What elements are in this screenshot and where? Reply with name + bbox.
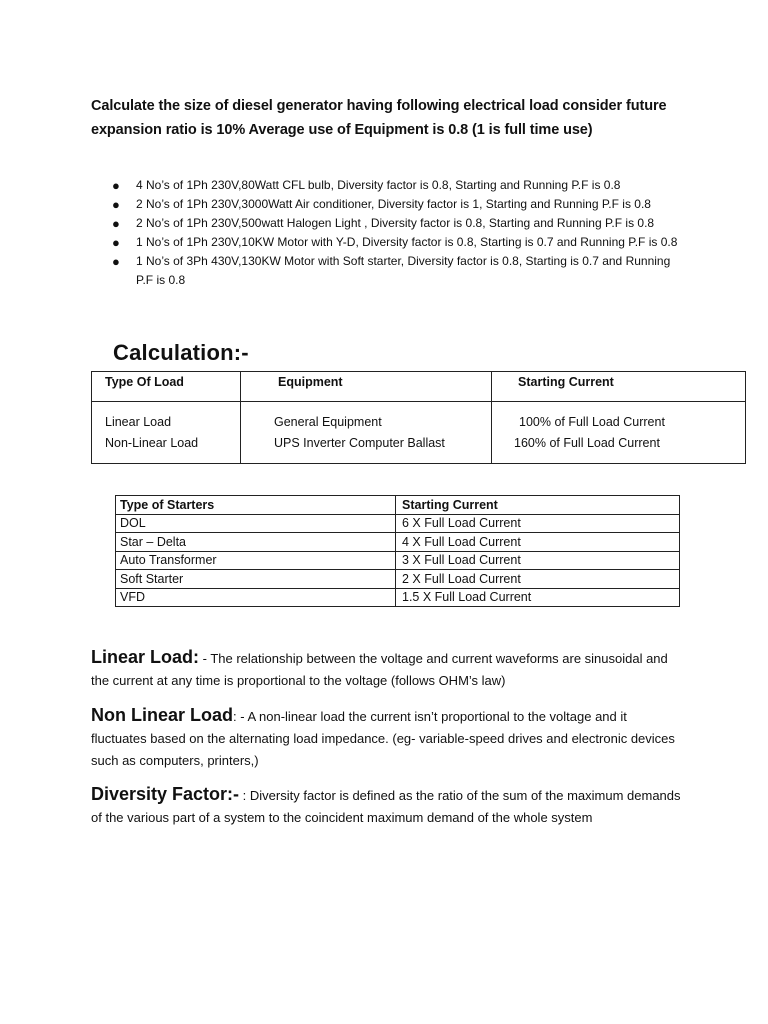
table-cell: Linear Load — [105, 415, 172, 429]
table-cell: Star – Delta — [116, 533, 396, 552]
calculation-title: Calculation:- — [113, 340, 249, 365]
table-cell: 160% of Full Load Current — [514, 436, 660, 450]
definition-term: Non Linear Load — [91, 705, 234, 725]
table-cell: 3 X Full Load Current — [396, 551, 680, 570]
diversity-factor-definition — [91, 783, 681, 829]
list-item: ● 1 No’s of 3Ph 430V,130KW Motor with Soft starter, Diversity factor is 0.8, Starting is 0.7 and Running P.F is 0.8 — [112, 254, 671, 287]
table-cell: DOL — [116, 514, 396, 533]
table-row — [116, 533, 680, 552]
starters-table — [115, 495, 680, 607]
table-cell: Soft Starter — [116, 570, 396, 589]
bullet-icon: ● — [112, 178, 120, 193]
definition-term: Linear Load: — [91, 647, 200, 667]
table-cell: General Equipment — [274, 415, 382, 429]
column-header: Type of Starters — [116, 496, 396, 515]
definition-text: - The relationship between the voltage and current waveforms are sinusoidal and the current at any time is proportional to the voltage (follows OHM’s law) — [91, 651, 668, 688]
table-row — [116, 514, 680, 533]
column-header: Starting Current — [518, 375, 614, 389]
column-divider — [240, 372, 241, 463]
bullet-icon: ● — [112, 235, 120, 250]
list-item: ● 2 No’s of 1Ph 230V,500watt Halogen Light , Diversity factor is 0.8, Starting and Running P.F is 0.8 — [112, 216, 655, 231]
table-cell: 6 X Full Load Current — [396, 514, 680, 533]
load-list — [108, 176, 688, 290]
table-header-row — [92, 372, 745, 402]
column-header: Starting Current — [396, 496, 680, 515]
table-cell: UPS Inverter Computer Ballast — [274, 436, 445, 450]
column-divider — [491, 372, 492, 463]
column-header: Type Of Load — [105, 375, 184, 389]
column-header: Equipment — [278, 375, 343, 389]
table-row — [116, 588, 680, 607]
linear-load-definition — [91, 646, 681, 692]
list-item: ● 4 No’s of 1Ph 230V,80Watt CFL bulb, Diversity factor is 0.8, Starting and Running P.F is 0.8 — [112, 178, 621, 193]
table-cell: Auto Transformer — [116, 551, 396, 570]
table-cell: 4 X Full Load Current — [396, 533, 680, 552]
nonlinear-load-definition — [91, 704, 681, 772]
definition-text: : - A non-linear load the current isn’t proportional to the voltage and it fluctuates based on the alternating load impedance. (eg- variable-speed drives and electronic devices such as computers, printers,) — [91, 709, 675, 768]
table-cell: VFD — [116, 588, 396, 607]
table-cell: 1.5 X Full Load Current — [396, 588, 680, 607]
table-cell: 100% of Full Load Current — [519, 415, 665, 429]
bullet-icon: ● — [112, 254, 120, 269]
load-type-table — [91, 371, 746, 464]
list-item: ● 2 No’s of 1Ph 230V,3000Watt Air conditioner, Diversity factor is 1, Starting and Running P.F is 0.8 — [112, 197, 651, 212]
table-cell: 2 X Full Load Current — [396, 570, 680, 589]
table-row — [116, 570, 680, 589]
list-item: ● 1 No’s of 1Ph 230V,10KW Motor with Y-D, Diversity factor is 0.8, Starting is 0.7 and Running P.F is 0.8 — [112, 235, 678, 250]
question-heading: Calculate the size of diesel generator having following electrical load consider future expansion ratio is 10% Average use of Equipment is 0.8 (1 is full time use) — [91, 98, 667, 138]
bullet-icon: ● — [112, 216, 120, 231]
bullet-icon: ● — [112, 197, 120, 212]
definition-text: : Diversity factor is defined as the ratio of the sum of the maximum demands of the various part of a system to the coincident maximum demand of the whole system — [91, 788, 681, 825]
table-cell: Non-Linear Load — [105, 436, 199, 450]
table-header-row — [116, 496, 680, 515]
definition-term: Diversity Factor:- — [91, 784, 240, 804]
table-row — [116, 551, 680, 570]
